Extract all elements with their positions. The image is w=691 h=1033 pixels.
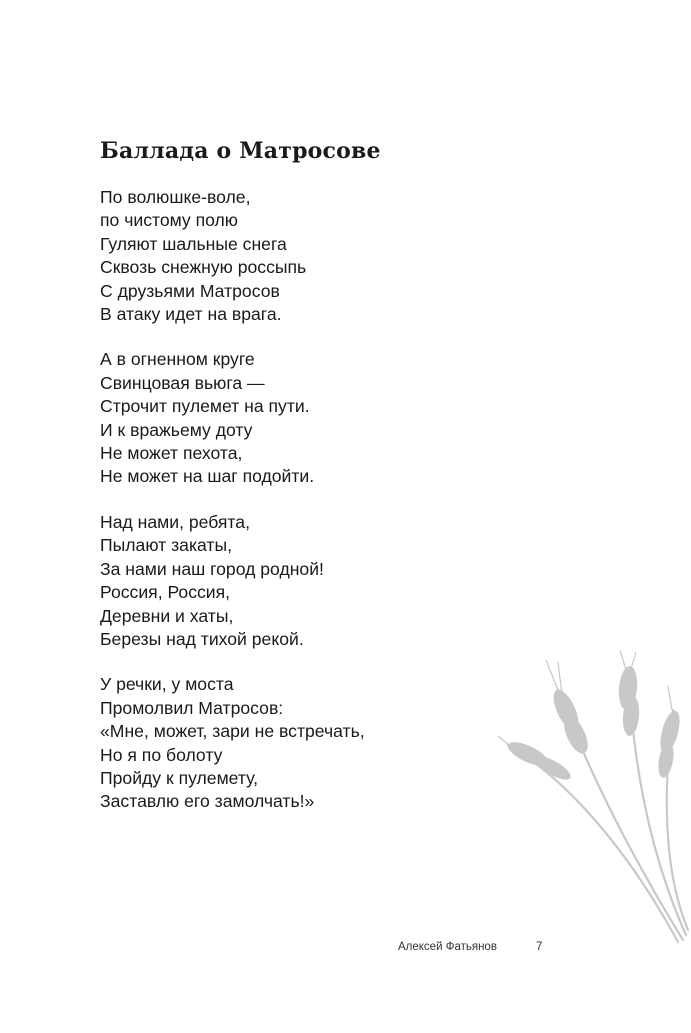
poem-line: Над нами, ребята, xyxy=(100,511,250,532)
poem-line: Промолвил Матросов: xyxy=(100,697,284,718)
poem-line: Пылают закаты, xyxy=(100,535,233,556)
stanza-3 xyxy=(100,511,365,651)
stanza-4 xyxy=(100,673,365,813)
poem-line: Деревни и хаты, xyxy=(100,605,234,626)
poem-line: Свинцовая вьюга — xyxy=(100,372,265,393)
poem-line: Строчит пулемет на пути. xyxy=(100,396,310,417)
poem-line: Заставлю его замолчать!» xyxy=(100,791,315,812)
poem-line: Россия, Россия, xyxy=(100,582,231,603)
poem-line: В атаку идет на врага. xyxy=(100,304,282,325)
poem-line: И к вражьему доту xyxy=(100,419,253,440)
poem-line: «Мне, может, зари не встречать, xyxy=(100,721,365,742)
poem-line: Не может на шаг подойти. xyxy=(100,466,315,487)
footer-author: Алексей Фатьянов xyxy=(398,941,497,953)
poem-line: А в огненном круге xyxy=(100,349,255,370)
poem-line: Березы над тихой рекой. xyxy=(100,628,304,649)
poem-line: Сквозь снежную россыпь xyxy=(100,257,307,278)
poem-line: Не может пехота, xyxy=(100,443,243,464)
poem-line: С друзьями Матросов xyxy=(100,280,280,301)
poem-title: Баллада о Матросове xyxy=(100,138,381,164)
poem-line: Пройду к пулемету, xyxy=(100,767,259,788)
poem-body xyxy=(100,186,365,836)
stanza-1 xyxy=(100,186,365,326)
wheat-ears-icon xyxy=(498,650,691,950)
page-number: 7 xyxy=(536,941,543,953)
poem-line: Гуляют шальные снега xyxy=(100,233,287,254)
poem-line: За нами наш город родной! xyxy=(100,558,324,579)
poem-line: Но я по болоту xyxy=(100,744,223,765)
poem-line: У речки, у моста xyxy=(100,674,234,695)
stanza-2 xyxy=(100,348,365,488)
poem-line: по чистому полю xyxy=(100,210,239,231)
poem-line: По волюшке-воле, xyxy=(100,187,251,207)
